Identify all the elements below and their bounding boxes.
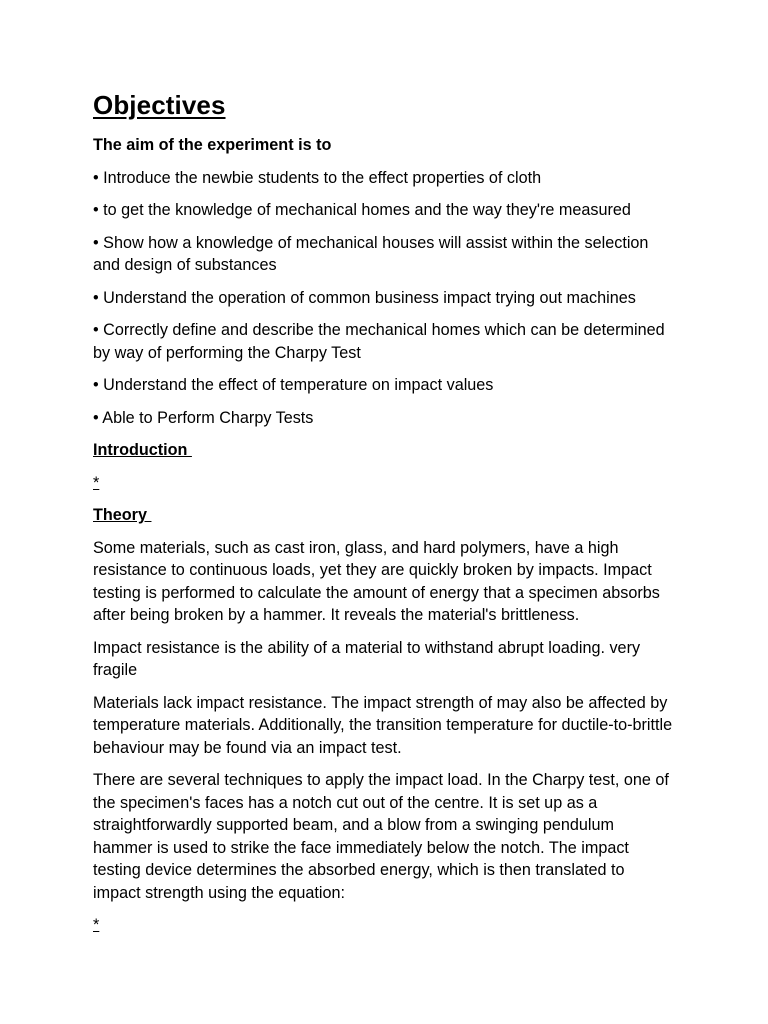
objective-bullet: • to get the knowledge of mechanical homes and the way they're measured [93,201,631,219]
introduction-heading: Introduction [93,441,192,459]
objective-bullet: • Understand the operation of common business impact trying out machines [93,288,636,307]
equation-placeholder: * [93,916,100,934]
objectives-heading: Objectives [93,90,226,120]
theory-heading: Theory [93,506,152,524]
theory-paragraph: Impact resistance is the ability of a material to withstand abrupt loading. very fragile [93,638,641,679]
objective-bullet: • Able to Perform Charpy Tests [93,408,314,427]
objective-bullet: • Understand the effect of temperature on impact values [93,376,494,394]
introduction-placeholder-line [93,472,673,495]
objective-bullet: • Correctly define and describe the mechanical homes which can be determined by way of performing the Charpy Test [93,321,665,362]
introduction-placeholder: * [93,473,100,492]
theory-paragraph: Materials lack impact resistance. The impact strength of may also be affected by temperature materials. Additionally, the transition temperature for ductile-to-brittle behaviour may be found via an impact test. [93,693,673,757]
objective-bullet: • Introduce the newbie students to the effect properties of cloth [93,168,542,187]
introduction-section [93,439,673,462]
theory-paragraph: There are several techniques to apply the impact load. In the Charpy test, one of the specimen's faces has a notch cut out of the centre. It is set up as a straightforwardly supported beam, and a blow from a swinging pendulum hammer is used to strike the face immediately below the notch. The impact testing device determines the absorbed energy, which is then translated to impact strength using the equation: [93,771,669,902]
equation-placeholder-line [93,914,673,937]
document-page [93,88,673,947]
theory-paragraph: Some materials, such as cast iron, glass, and hard polymers, have a high resistance to continuous loads, yet they are quickly broken by impacts. Impact testing is performed to calculate the amount of energy that a specimen absorbs after being broken by a hammer. It reveals the material's brittleness. [93,538,660,624]
aim-statement: The aim of the experiment is to [93,136,332,154]
theory-section [93,504,673,527]
objective-bullet: • Show how a knowledge of mechanical houses will assist within the selection and design of substances [93,233,649,274]
